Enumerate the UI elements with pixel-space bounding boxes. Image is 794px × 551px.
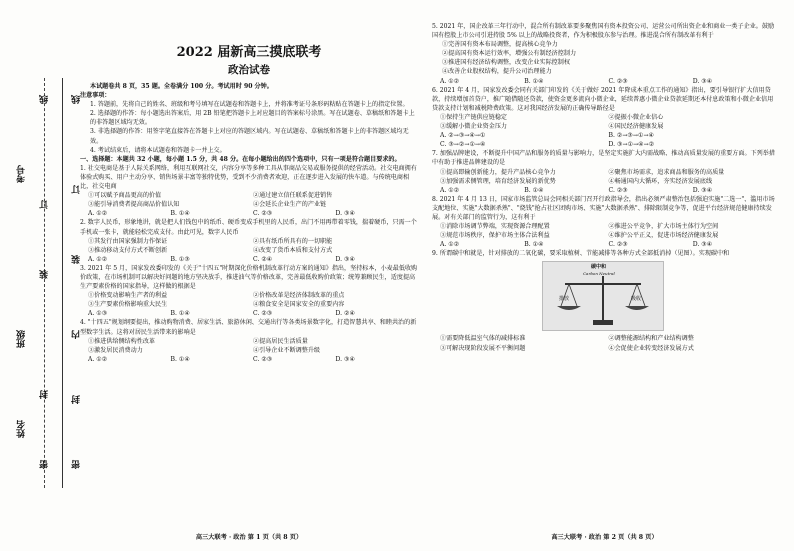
question-3 [80, 264, 418, 319]
statement-option: ④维护公平正义，促进市场经济健康发展 [608, 232, 719, 240]
seal-char: 订 [40, 200, 50, 209]
statement-option: ④国民经济健康发展 [608, 123, 664, 131]
statement-option: ②提高国有资本运行效率，增强公有制经济控制力 [442, 50, 577, 58]
question-4 [80, 318, 418, 363]
answer-choice: A. ①② [88, 255, 108, 263]
question-stem: 8. 2021 年 4 月 13 日，国家市场监管总局会同相关部门召开行政指导会，指出必须严肃整治包括强迫实施"二选一"、滥用市场支配地位、实施"大数据杀熟"、"烧钱"抢占社区团购市场、实施"大数据杀熟"、排除限制竞争等，促进平台经济规范健康持续发展。对有关部门的监管行为，这有利于 [432, 195, 775, 221]
statement-option: ①价格变动影响生产者的利益 [88, 292, 168, 300]
statement-option: ②聚焦市场需求，追求商品和服务的高质量 [608, 168, 725, 176]
question-2 [80, 218, 418, 263]
statement-option: ②价格改革是经济体制改革的重点 [253, 292, 345, 300]
answer-choice: D. ③④ [335, 255, 355, 263]
seal-char: 密 [72, 460, 82, 469]
statement-option: ③缓解小微企业资金压力 [440, 123, 508, 131]
seal-line [44, 78, 45, 488]
seal-char: 装 [72, 255, 82, 264]
statement-option: ②推进公平竞争，扩大市场主体行为空间 [608, 223, 719, 231]
statement-option: ②提高居民生活质量 [253, 337, 308, 345]
seal-char: 密 [40, 460, 50, 469]
answer-choice: B. ①④ [524, 186, 544, 194]
question-6 [432, 86, 777, 150]
answer-choice: B. ①④ [170, 355, 190, 363]
answer-choice: C. ②③ [608, 186, 628, 194]
statement-option: ②调整能源结构和产业结构调整 [608, 335, 694, 343]
answer-choice: D. ③④ [335, 210, 355, 218]
question-stem: 9. 所谓碳中和就是，针对排放的二氧化碳，要采取植树、节能减排等各种方式全部抵消掉（见图）。实现碳中和 [432, 250, 730, 258]
field-id-label: 考号 [17, 165, 27, 183]
notice-heading: 注意事项： [80, 92, 111, 100]
section-heading: 一、选择题：本题共 32 小题，每小题 1.5 分，共 48 分。在每小题给出的四个选项中，只有一项是符合题目要求的。 [80, 155, 401, 163]
answer-choice: C. ②③ [608, 77, 628, 85]
statement-option: ③可解决现阶段发展不平衡问题 [440, 344, 526, 352]
notice-item: 3. 非选择题的作答：用签字笔直接答在答题卡上对应的答题区域内。写在试题卷、草稿纸和答题卡上的非答题区域均无效。 [90, 128, 409, 145]
statement-option: ①可以赋予商品更高的价值 [88, 192, 162, 200]
answer-choice: C. ②④ [253, 255, 273, 263]
statement-option: ①其发行由国家强制力作保证 [88, 237, 168, 245]
statement-option: ①完善国有资本布局调整，提高核心竞争力 [442, 41, 558, 49]
page-1-footer: 高三大联考 · 政治 第 1 页（共 8 页） [195, 534, 303, 541]
question-7 [432, 149, 777, 194]
answer-choice: D. ②④ [335, 310, 355, 318]
exam-title: 2022 届新高三摸底联考 [176, 45, 322, 60]
statement-option: ③生产要素价格影响重大民生 [88, 301, 168, 309]
question-stem: 7. 加强品牌建设，不断提升中国产品和服务的质量与影响力，是坚定实施扩大内需战略、推动高质量发展的重要方面。下列举措中有助于推进品牌建设的是 [432, 150, 775, 167]
answer-choice: B. ①④ [170, 210, 190, 218]
answer-choice: B. ①③ [170, 255, 190, 263]
statement-option: ①保持生产链供应链稳定 [440, 113, 508, 121]
answer-choice: C. ②③ [253, 310, 273, 318]
answer-choice: C. ②③ [253, 210, 273, 218]
page-1 [80, 22, 418, 364]
answer-choice: A. ①③ [88, 310, 108, 318]
answer-choice: C. ③→②→①→④ [440, 141, 486, 149]
statement-option: ④畅通国内大循环，夯实经济发展底线 [608, 177, 713, 185]
answer-choice: D. ③→①→④→② [608, 141, 655, 149]
question-stem: 4. "十四五"规划纲要提出，推动购物消费、居家生活、旅游休闲、交通出行等各类场景数字化，打造智慧共享、和睦共治的新型数字生活。这将对居民生活带来的影响是 [80, 319, 417, 336]
statement-option: ④改变了货币本质和支付方式 [253, 246, 333, 254]
seal-char: 封 [40, 390, 50, 399]
question-stem: 5. 2021 年，国企改革三年行动中，混合所有制改革要多聚焦国有资本投资公司、运营公司所出资企业和商业一类子企业。鼓励国有控股上市公司引进持股 5% 以上的战略投资者，作为积极股东参与治理。推进混合所有制改革有利于 [432, 23, 775, 40]
seal-char: 订 [72, 185, 82, 194]
answer-choice: A. ①② [440, 77, 460, 85]
page-2 [432, 22, 777, 353]
answer-choice: A. ①② [88, 210, 108, 218]
answer-choice: B. ①④ [524, 241, 544, 249]
seal-char: 线 [40, 95, 50, 104]
answer-choice: C. ②③ [608, 241, 628, 249]
seal-char: 线 [72, 95, 82, 104]
question-stem: 1. 社交电商是基于人际关系网络，利用互联网社交，内容分享等多种工具从事商品交易或服务提供的经营活动。社交电商拥有体验式购买、用户主动分享、销售场景丰富等独特优势，受到不少消费者欢迎，正在逐步进入发展的快车道。与传统电商相比，社交电商 [80, 164, 417, 191]
answer-choice: B. ①④ [170, 310, 190, 318]
answer-choice: C. ②③ [253, 355, 273, 363]
exam-subtitle: 政治试卷 [228, 64, 270, 76]
question-5 [432, 22, 777, 86]
answer-choice: D. ③④ [692, 241, 713, 249]
statement-option: ③激发居民消费动力 [88, 346, 143, 354]
statement-option: ①推进供给侧结构性改革 [88, 337, 156, 345]
seal-char: 装 [40, 270, 50, 279]
statement-option: ③规范市场秩序，保护市场主体合法利益 [440, 232, 550, 240]
field-divider [62, 78, 63, 488]
answer-choice: B. ①④ [524, 77, 544, 85]
page-2-footer: 高三大联考 · 政治 第 2 页（共 8 页） [551, 534, 658, 541]
statement-option: ③推动移动支付方式不断创新 [88, 246, 168, 254]
statement-option: ②提振小微企业信心 [608, 113, 664, 121]
field-name-label: 姓名 [17, 420, 27, 438]
figure-title: 碳中和 [591, 264, 607, 271]
statement-option: ④引导企业不断调整升级 [253, 346, 321, 354]
question-stem: 2. 数字人民币，形象地讲，就是把人们钱包中的纸币、硬币变成手机里的人民币，出门不用再带着零钱，揣着硬币，只需一个手机或一张卡，就能轻松完成支付。由此可见，数字人民币 [80, 219, 417, 236]
question-stem: 6. 2021 年 4 月，国家发改委会同有关部门印发的《关于做好 2021 年降成本重点工作的通知》指出，要引导银行扩大信用贷款，持续增加首贷户，推广随借随还贷款，使资金更多流向小微企业，延续普惠小微企业贷款延期还本付息政策和小微企业信用贷款支持计划和减税降费政策。这对我国经济发展的正确传导路径是 [432, 86, 774, 112]
statement-option: ④改善企业股权结构，提升公司治理能力 [442, 68, 552, 76]
carbon-neutral-figure [542, 261, 664, 331]
notice-item: 4. 考试结束后，请将本试题卷和答题卡一并上交。 [90, 146, 226, 154]
statement-option: ②具有纸币所具有的一切职能 [253, 237, 333, 245]
statement-option: ③能引导消费者提高商品价值认知 [88, 201, 180, 209]
answer-choice: D. ③④ [692, 77, 713, 85]
answer-choice: D. ③④ [692, 186, 713, 194]
statement-option: ①消除市场调节弊端，实现资源合理配置 [440, 223, 550, 231]
statement-option: ①需要降低温室气体的减排标准 [440, 335, 526, 343]
statement-option: ④粮食安全是国家安全的重要内容 [253, 301, 345, 309]
question-stem: 3. 2021 年 5 月，国家发改委印发的《关于"十四五"时期深化价格机制改革行动方案的通知》指出，坚持标本，小麦最低收购价政策，在市场机制可以解决好问题的地方坚决放手，推进油气等价格改革，完善最低收购价政策；统筹兼顾民生，适度提高生产要素价格的国家指导，这样做的根据是 [80, 264, 418, 291]
answer-choice: A. ①② [440, 186, 460, 194]
question-1 [80, 164, 418, 219]
statement-option: ③推进国有经济结构调整，改变企业实际控制权 [442, 59, 570, 67]
seal-char: 封 [72, 395, 82, 404]
answer-choice: A. ②→③→④→① [440, 132, 486, 140]
figure-label-absorption: 吸收 [631, 296, 642, 303]
figure-subtitle: Carbon Neutral [583, 271, 615, 277]
seal-char: 内 [72, 330, 82, 339]
notice-item: 1. 答题前，先将自己的姓名、班级和考号填写在试题卷和答题卡上，并将准考证号条形码粘贴在答题卡上的指定位置。 [90, 101, 409, 109]
question-8 [432, 195, 777, 250]
statement-option: ②通过建立信任联系促进销售 [253, 192, 333, 200]
statement-option: ④会促使企业转变经济发展方式 [608, 344, 694, 352]
answer-choice: D. ③④ [335, 355, 355, 363]
answer-choice: A. ①② [88, 355, 108, 363]
notice-item: 2. 选择题的作答：每小题选出答案后，用 2B 铅笔把答题卡上对应题目的答案标号涂黑。写在试题卷、草稿纸和答题卡上的非答题区域均无效。 [90, 110, 415, 127]
question-9 [432, 249, 777, 352]
statement-option: ③加强需求侧管理，培育经济发展的新优势 [440, 177, 556, 185]
exam-info: 本试题卷共 8 页，35 题。全卷满分 100 分。考试用时 90 分钟。 [90, 83, 273, 90]
field-class-label: 班级 [17, 330, 27, 348]
statement-option: ①提高即输创新能力，提升产品核心竞争力 [440, 168, 556, 176]
figure-label-emission: 排放 [559, 296, 570, 303]
binding-margin [0, 0, 80, 551]
statement-option: ④会延长企业生产的产业链 [253, 201, 327, 209]
answer-choice: A. ①② [440, 241, 460, 249]
answer-choice: B. ②→③→①→④ [608, 132, 655, 140]
